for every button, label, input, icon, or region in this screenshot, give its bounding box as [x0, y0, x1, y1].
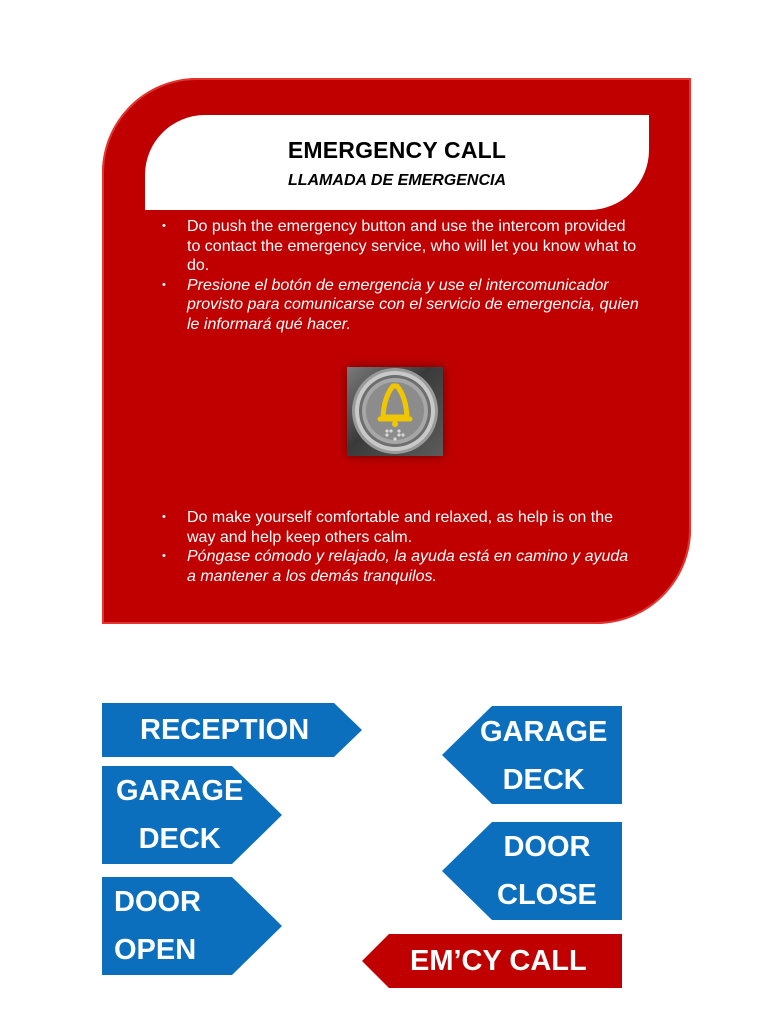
instructions-top: [160, 217, 640, 334]
instruction-en: • Do make yourself comfortable and relaxed, as help is on the way and help keep others calm.: [160, 508, 640, 547]
sign-reception: [102, 703, 362, 757]
instruction-es: • Póngase cómodo y relajado, la ayuda está en camino y ayuda a mantener a los demás tranquilos.: [160, 547, 640, 586]
title-box: [145, 115, 649, 210]
sign-door-open: [102, 877, 282, 975]
sign-label-line2: CLOSE: [497, 879, 597, 911]
sign-garage-deck-right: [442, 706, 622, 804]
sign-label-line1: DOOR: [114, 886, 201, 918]
instructions-bottom: [160, 508, 640, 586]
page-subtitle: LLAMADA DE EMERGENCIA: [287, 172, 507, 189]
sign-label-line2: DECK: [502, 764, 585, 796]
sign-label-line2: OPEN: [114, 934, 197, 966]
sign-emcy-call: [362, 934, 622, 988]
sign-label-line1: GARAGE: [480, 716, 608, 748]
sign-label-line1: GARAGE: [116, 775, 244, 807]
sign-label: RECEPTION: [140, 714, 310, 746]
page-title: EMERGENCY CALL: [287, 137, 507, 163]
instruction-en: • Do push the emergency button and use the intercom provided to contact the emergency service, who will let you know what to do.: [160, 217, 640, 276]
alarm-bell-button-icon: [347, 367, 443, 456]
sign-door-close: [442, 822, 622, 920]
sign-label-line1: DOOR: [503, 831, 591, 863]
sign-label-line2: DECK: [138, 823, 221, 855]
instruction-es: • Presione el botón de emergencia y use el intercomunicador provisto para comunicarse con el servicio de emergencia, quien le informará qué hacer.: [160, 276, 640, 335]
sign-label: EM’CY CALL: [410, 945, 587, 977]
sign-garage-deck-left: [102, 766, 282, 864]
